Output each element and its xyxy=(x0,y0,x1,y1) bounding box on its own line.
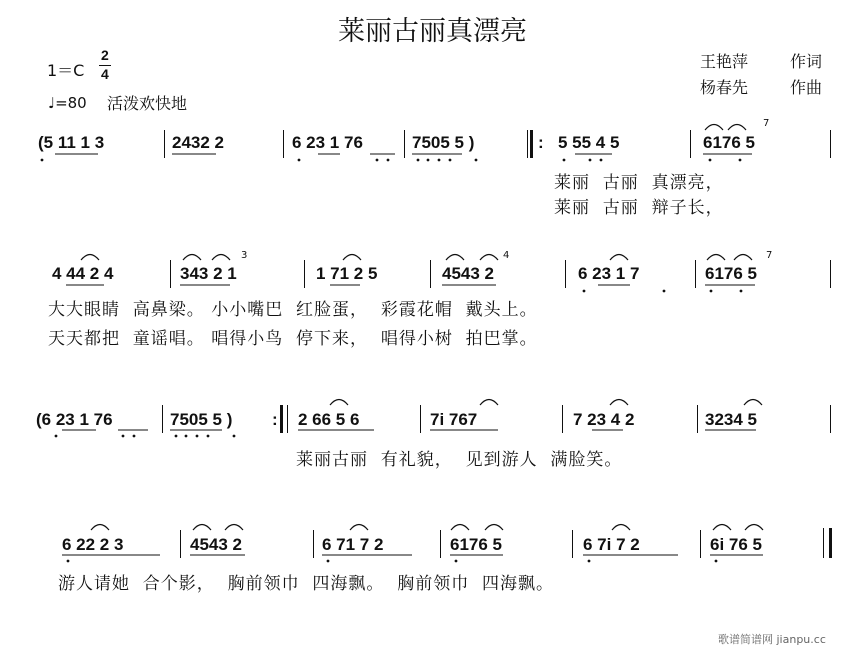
page-title: 莱丽古丽真漂亮 xyxy=(338,16,527,47)
slur xyxy=(446,255,464,261)
slur xyxy=(91,525,109,531)
slur xyxy=(330,400,348,406)
slur xyxy=(451,525,469,531)
slur xyxy=(480,255,498,261)
lyricist-role: 作词 xyxy=(790,52,823,71)
grace-note: 7 xyxy=(763,118,770,129)
measure-r2-6: 6176 5 xyxy=(705,264,757,283)
measure-r3-2: 7505 5 ) xyxy=(170,410,233,429)
slur xyxy=(193,525,211,531)
measure-r1-1: (5 11 1 3 xyxy=(38,133,105,152)
slur xyxy=(480,400,498,406)
grace-note: 3 xyxy=(241,250,248,261)
repeat-dots: : xyxy=(538,133,544,152)
watermark: 歌谱简谱网 jianpu.cc xyxy=(718,633,826,646)
measure-r3-4: 7i 767 xyxy=(430,410,478,429)
slur xyxy=(745,525,763,531)
time-signature-bottom: 4 xyxy=(101,66,109,82)
measure-r3-1: (6 23 1 76 xyxy=(36,410,113,429)
slur xyxy=(343,255,361,261)
slur xyxy=(225,525,243,531)
time-signature-top: 2 xyxy=(101,47,109,63)
beam-underlines xyxy=(55,154,763,555)
slur xyxy=(713,525,731,531)
grace-note: 7 xyxy=(766,250,773,261)
lyric-row1-verse1: 莱丽 古丽 真漂亮， xyxy=(554,173,724,193)
measure-r4-6: 6i 76 5 xyxy=(710,535,762,554)
measure-r1-4: 7505 5 ) xyxy=(412,133,475,152)
measure-r3-3: 2 66 5 6 xyxy=(298,410,360,429)
composer-role: 作曲 xyxy=(790,78,823,97)
lyric-row2-verse2: 天天都把 童谣唱。 唱得小鸟 停下来， 唱得小树 拍巴掌。 xyxy=(48,329,538,349)
measure-r2-2: 343 2 1 xyxy=(180,264,237,283)
measure-r4-4: 6176 5 xyxy=(450,535,502,554)
slur xyxy=(728,125,746,131)
expression-marking: 活泼欢快地 xyxy=(107,94,188,113)
slur xyxy=(81,255,99,261)
measure-r4-2: 4543 2 xyxy=(190,535,242,554)
slur xyxy=(183,255,201,261)
measure-r4-3: 6 71 7 2 xyxy=(322,535,384,554)
repeat-end-dots: : xyxy=(272,410,278,429)
octave-dots xyxy=(41,159,743,563)
measure-r4-1: 6 22 2 3 xyxy=(62,535,124,554)
measure-r2-3: 1 71 2 5 xyxy=(316,264,378,283)
lyric-row1-verse2: 莱丽 古丽 辩子长， xyxy=(554,198,724,218)
slur xyxy=(350,525,368,531)
measure-r3-5: 7 23 4 2 xyxy=(573,410,635,429)
slur xyxy=(610,255,628,261)
key-signature: 1＝C xyxy=(47,61,85,80)
slur xyxy=(212,255,230,261)
composer-name: 杨春先 xyxy=(700,78,749,97)
grace-note: 4 xyxy=(503,250,510,261)
measure-r1-2: 2432 2 xyxy=(172,133,224,152)
slur xyxy=(705,125,723,131)
slur xyxy=(744,400,762,406)
slur xyxy=(612,525,630,531)
slur xyxy=(485,525,503,531)
measure-r1-5: 5 55 4 5 xyxy=(558,133,620,152)
measure-r1-3: 6 23 1 76 xyxy=(292,133,363,152)
measure-r2-1: 4 44 2 4 xyxy=(52,264,114,283)
measure-r2-4: 4543 2 xyxy=(442,264,494,283)
slur xyxy=(707,255,725,261)
measure-r4-5: 6 7i 7 2 xyxy=(583,535,640,554)
slur xyxy=(610,400,628,406)
measure-r3-6: 3234 5 xyxy=(705,410,757,429)
tempo-marking: ♩=80 xyxy=(48,94,87,112)
measure-r1-6: 6176 5 xyxy=(703,133,755,152)
slurs xyxy=(81,125,763,531)
lyric-row4: 游人请她 合个影， 胸前领巾 四海飘。 胸前领巾 四海飘。 xyxy=(58,574,555,594)
measure-r2-5: 6 23 1 7 xyxy=(578,264,640,283)
lyric-row3: 莱丽古丽 有礼貌， 见到游人 满脸笑。 xyxy=(296,450,623,470)
lyric-row2-verse1: 大大眼睛 高鼻梁。 小小嘴巴 红脸蛋， 彩霞花帽 戴头上。 xyxy=(48,300,538,320)
slur xyxy=(734,255,752,261)
lyricist-name: 王艳萍 xyxy=(700,52,749,71)
